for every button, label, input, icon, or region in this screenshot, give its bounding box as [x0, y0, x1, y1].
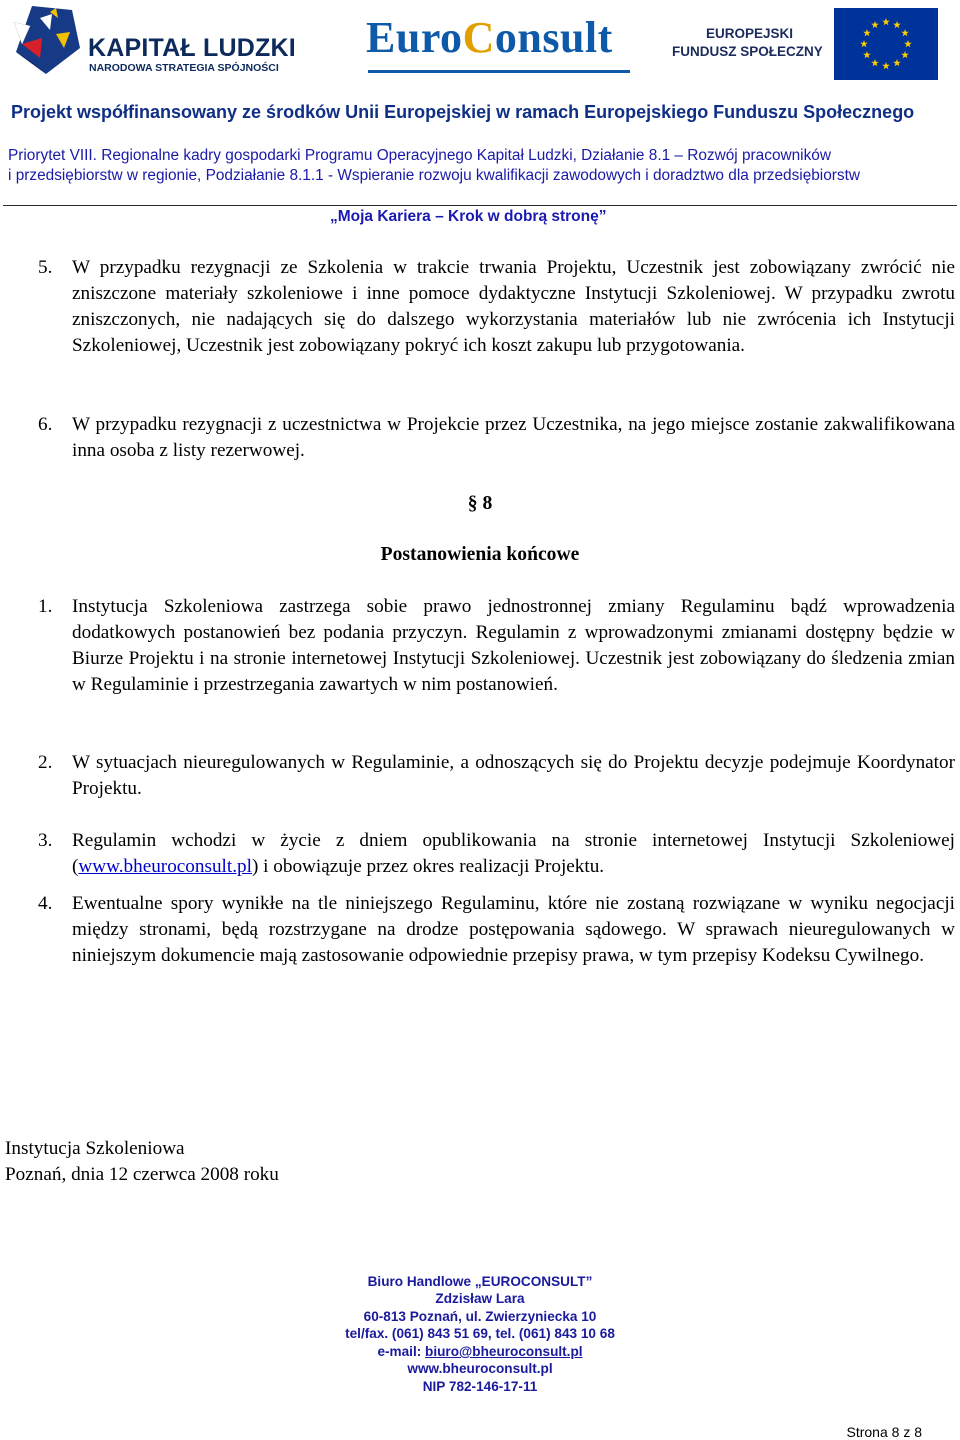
item-text-after: ) i obowiązuje przez okres realizacji Projektu.	[251, 856, 605, 877]
kapital-ludzki-emblem-icon	[12, 4, 84, 76]
page-number: Strona 8 z 8	[846, 1424, 922, 1440]
footer-address: 60-813 Poznań, ul. Zwierzyniecka 10	[363, 1309, 597, 1324]
efs-line2: FUNDUSZ SPOŁECZNY	[672, 44, 823, 59]
item-number: 6.	[38, 414, 53, 435]
euroconsult-underline	[368, 70, 630, 73]
footer-nip: NIP 782-146-17-11	[422, 1379, 538, 1394]
footer-office: Biuro Handlowe „EUROCONSULT”	[367, 1274, 593, 1289]
item-text: W przypadku rezygnacji z uczestnictwa w Projekcie przez Uczestnika, na jego miejsce zostanie zakwalifikowana inna osoba z listy rezerwowej.	[72, 414, 955, 461]
signature-institution: Instytucja Szkoleniowa	[5, 1138, 185, 1159]
list-item-final-4	[38, 891, 955, 995]
item-number: 2.	[38, 752, 53, 773]
footer-phone: tel/fax. (061) 843 51 69, tel. (061) 843 10 68	[345, 1326, 615, 1341]
logo-title: KAPITAŁ LUDZKI	[88, 34, 296, 62]
item-text	[72, 828, 955, 880]
footer-email-link[interactable]: biuro@bheuroconsult.pl	[425, 1344, 583, 1359]
item-text: Ewentualne spory wynikłe na tle niniejszego Regulaminu, które nie zostaną rozwiązane w wyniku negocjacji między stronami, będą rozstrzygane na drodze postępowania sądowego. W sprawach nieuregulowanych w niniejszym dokumencie mają zastosowanie odpowiednie przepisy prawa, w tym przepisy Kodeksu Cywilnego.	[72, 893, 955, 966]
list-item-final-3	[38, 828, 955, 880]
section-title: Postanowienia końcowe	[380, 544, 580, 565]
project-name: „Moja Kariera – Krok w dobrą stronę”	[330, 208, 607, 225]
website-link[interactable]: www.bheuroconsult.pl	[78, 856, 252, 877]
logo-part-euro: Euro	[366, 13, 463, 62]
priority-line-2: i przedsiębiorstw w regionie, Podziałanie 8.1.1 - Wspieranie rozwoju kwalifikacji zawodowych i doradztwo dla przedsiębiorstw	[8, 167, 861, 184]
signature-place-date: Poznań, dnia 12 czerwca 2008 roku	[5, 1164, 279, 1185]
header-divider	[3, 205, 957, 206]
footer-email-line	[0, 1344, 960, 1359]
paragraph-number: § 8	[467, 493, 493, 514]
item-text-before: Regulamin wchodzi w życie z dniem opublikowania na stronie internetowej Instytucji Szkoleniowej (	[72, 830, 955, 877]
item-number: 3.	[38, 830, 53, 851]
item-number: 4.	[38, 893, 53, 914]
footer-website-link[interactable]: www.bheuroconsult.pl	[407, 1361, 553, 1376]
list-item-6	[38, 412, 955, 464]
eu-flag-icon	[834, 8, 938, 80]
footer-person: Zdzisław Lara	[435, 1291, 525, 1306]
item-text: W sytuacjach nieuregulowanych w Regulaminie, a odnoszących się do Projektu decyzje podejmuje Koordynator Projektu.	[72, 752, 955, 799]
euroconsult-logo	[366, 12, 632, 80]
list-item-final-1	[38, 594, 955, 724]
item-number: 5.	[38, 257, 53, 278]
efs-logo	[666, 8, 938, 82]
kapital-ludzki-logo	[12, 4, 302, 76]
priority-line-1: Priorytet VIII. Regionalne kadry gospodarki Programu Operacyjnego Kapitał Ludzki, Działanie 8.1 – Rozwój pracowników	[8, 147, 831, 164]
logo-part-onsult: onsult	[494, 13, 613, 62]
logo-part-c: C	[462, 13, 495, 62]
list-item-5	[38, 255, 955, 385]
logo-subtitle: NARODOWA STRATEGIA SPÓJNOŚCI	[89, 62, 279, 74]
euroconsult-wordmark	[366, 12, 613, 63]
efs-line1: EUROPEJSKI	[706, 26, 794, 41]
list-item-final-2	[38, 750, 955, 802]
item-number: 1.	[38, 596, 53, 617]
item-text: Instytucja Szkoleniowa zastrzega sobie prawo jednostronnej zmiany Regulaminu bądź wprowadzenia dodatkowych postanowień bez podania przyczyn. Regulamin z wprowadzonymi zmianami dostępny będzie w Biurze Projektu i na stronie internetowej Instytucji Szkoleniowej. Uczestnik jest zobowiązany do śledzenia zmian w Regulaminie i przestrzegania zawartych w nim postanowień.	[72, 596, 955, 695]
cofinancing-line: Projekt współfinansowany ze środków Unii Europejskiej w ramach Europejskiego Funduszu Społecznego	[11, 102, 915, 122]
footer-email-label: e-mail:	[377, 1344, 426, 1359]
item-text: W przypadku rezygnacji ze Szkolenia w trakcie trwania Projektu, Uczestnik jest zobowiązany zwrócić nie zniszczone materiały szkoleniowe i inne pomoce dydaktyczne Instytucji Szkoleniowej. W przypadku zwrotu zniszczonych, nie nadających się do dalszego wykorzystania materiałów lub nie zwrócenia ich Instytucji Szkoleniowej, Uczestnik jest zobowiązany pokryć ich koszt zakupu lub przygotowania.	[72, 257, 955, 356]
